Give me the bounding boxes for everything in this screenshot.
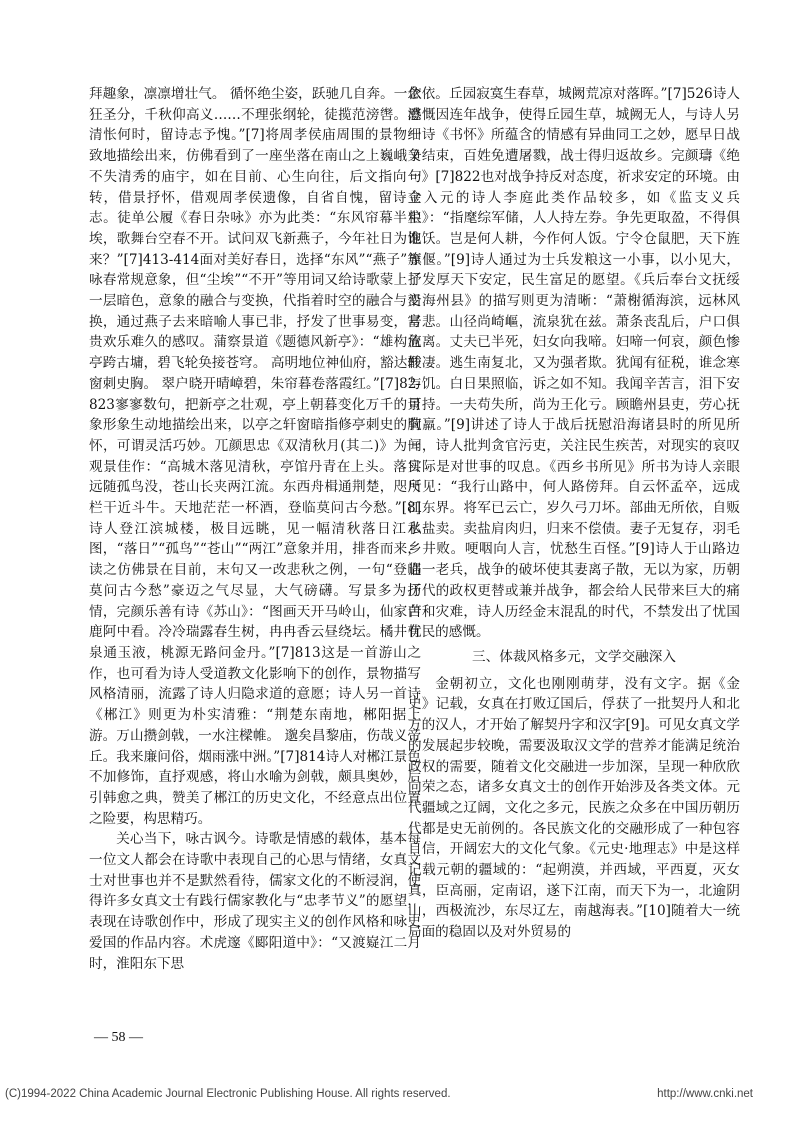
paragraph: 拜趣象，凛凛增壮气。 循怀绝尘姿，跃驰几自奔。一念狂圣分，千秋仰高义……不理张纲轮，徒揽范滂辔。澄清怅何时，留诗志予愧。”[7]将周孝侯庙周围的景物细致地描绘出来，仿佛看到了一座坐落在南山之上巍峨又不失清秀的庙宇，如在目前、心生向往，后文指向一转，借景抒怀，借观周孝侯遗像，自省自愧，留诗立志。徒单公履《春日杂咏》亦为此类：“东风帘幕半尘埃，歌舞台空春不开。试问双飞新燕子，今年社日为谁来？”[7]413-414面对美好春日，选择“东风”“燕子”等咏春常规意象，但“尘埃”“不开”等用词又给诗歌蒙上了一层暗色，意象的融合与变换，代指着时空的融合与变换，通过燕子去来暗喻人事已非，抒发了世事易变，富贵欢乐难久的感叹。蒲察景道《题德风新亭》：“雄构危亭跨古墉，碧飞轮奂接苍穹。 高明地位神仙府，豁达轩窗刺史胸。 翠户晓开晴嶂碧，朱帘暮卷落霞红。”[7]82-823寥寥数句，把新亭之壮观，亭上朝暮变化万千的景象形象生动地描绘出来，以亭之轩窗暗指修亭刺史的胸怀，可谓灵活巧妙。兀颜思忠《双清秋月(其二)》为一观景佳作：“高城木落见清秋，亭馆丹青在上头。落日远随孤鸟没，苍山长夹两江流。东西舟楫通荆楚，咫尺栏干近斗牛。天地茫茫一杯酒，登临莫问古今愁。”[8]诗人登江滨城楼，极目远眺，见一幅清秋落日江水图，“落日”“孤鸟”“苍山”“两江”意象并用，排沓而来，读之仿佛景在目前，末句又一改悲秋之例，一句“登临莫问古今愁”豪迈之气尽显，大气磅礴。写景多为抒情，完颜乐善有诗《苏山》：“图画天开马岭山，仙家白鹿阿中看。冷冷瑞露春生树，冉冉香云昼绕坛。橘井有泉通玉液，桃源无路问金丹。”[7]813这是一首游山之作，也可看为诗人受道教文化影响下的创作，景物描写风格清丽，流露了诗人归隐求道的意愿；诗人另一首诗《郴江》则更为朴实清雅：“荆楚东南地，郴阳据上游。万山攒剑戟，一水注樑帷。 邈矣昌黎庙，伤哉义帝丘。我来廉问俗，烟雨涨中洲。”[7]814诗人对郴江景色不加修饰，直抒观感，将山水喻为剑戟，颇具奥妙，后引韩愈之典，赞美了郴江的历史文化，不经意点出位置之险要，构思精巧。	[89, 86, 421, 827]
paragraph: 金朝初立，文化也刚刚萌芽，没有文字。据《金史》记载，女真在打败辽国后，俘获了一批契丹人和北方的汉人，才开始了解契丹字和汉字[9]。可见女真文学的发展起步较晚，需要汲取汉文学的营养才能满足统治政权的需要，随着文化交融进一步加深，呈现一种欣欣向荣之态，诸多女真文士的创作开始涉及各类文体。元代疆域之辽阔，文化之多元，民族之众多在中国历朝历代都是史无前例的。各民族文化的交融形成了一种包容自信，开阔宏大的文化气象。《元史·地理志》中是这样记载元朝的疆域的：“起朔漠，并西域，平西夏，灭女真，臣高丽，定南诏，遂下江南，而天下为一，北逾阴山，西极流沙，东尽辽左，南越海表。”[10]随着大一统局面的稳固以及对外贸易的	[408, 675, 740, 941]
website-link[interactable]: http://www.cnki.net	[657, 1088, 753, 1100]
paragraph: 关心当下，咏古讽今。诗歌是情感的载体，基本每一位文人都会在诗歌中表现自己的心思与情绪，女真文士对世事也并不是默然看待，儒家文化的不断浸润，使得许多女真文士有践行儒家教化与“忠孝节义”的愿望，表现在诗歌创作中，形成了现实主义的创作风格和咏史爱国的作品内容。术虎邃《郾阳道中》：“又渡嶷江二月时，淮阳东下思	[89, 831, 421, 972]
section-heading: 三、体裁风格多元，文学交融深入	[472, 648, 676, 665]
page-number: — 58 —	[94, 1030, 143, 1045]
right-column	[408, 84, 740, 943]
paragraph: 依依。丘园寂寞生春草，城阙荒凉对落晖。”[7]526诗人感慨因连年战争，使得丘园生草，城阙无人，与诗人另一诗《书怀》所蕴含的情感有异曲同工之妙，愿早日战争结束，百姓免遭屠戮，战士得归返故乡。完颜璹《绝句》[7]822也对战争持反对态度，祈求安定的环境。由金入元的诗人李庭此类作品较多，如《监支义兵粮》：“指麾综军储，人人持左券。争先更取盈，不得俱饱饫。岂是何人耕，今作何人饭。宁令仓鼠肥，天下旌旗偃。”[9]诗人通过为士兵发粮这一小事，以小见大，抒发厚天下安定，民生富足的愿望。《兵后奉台文抚绥沿海州县》的描写则更为清晰：“萧榭循海滨，远林风号悲。山径尚崎嶇，流泉犹在兹。萧条丧乱后，户口俱流离。丈夫已半死，妇女向我啼。妇啼一何哀，颜色惨酸凄。逃生南复北，又为强者欺。犹闻有征税，谁念寒与饥。白日果照临，诉之如不知。我闻辛苦言，泪下安可持。一夫苟失所，尚为王化亏。顾瞻州县吏，劳心抚茕羸。”[9]讲述了诗人于战后抚慰沿海诸县时的所见所闻，诗人批判贪官污吏，关注民生疾苦，对现实的哀叹实际是对世事的叹息。《西乡书所见》所书为诗人亲眼所见：“我行山路中，何人路傍拜。自云怀孟卒，远成江东界。将军已云亡，岁久弓刀坏。部曲无所依，自贩私盐卖。卖盐肩肉归，归来不偿债。妻子无复存，羽毛乡井败。哽咽向人言，忧愁生百怪。”[9]诗人于山路边遇一老兵，战争的破坏使其妻离子散，无以为家，历朝历代的政权更替或兼并战争，都会给人民带来巨大的痛苦和灾难，诗人历经金末混乱的时代，不禁发出了忧国忧民的感慨。	[408, 86, 740, 641]
left-column	[89, 84, 421, 974]
copyright-notice: (C)1994-2022 China Academic Journal Electronic Publishing House. All rights reserved.	[5, 1088, 451, 1100]
